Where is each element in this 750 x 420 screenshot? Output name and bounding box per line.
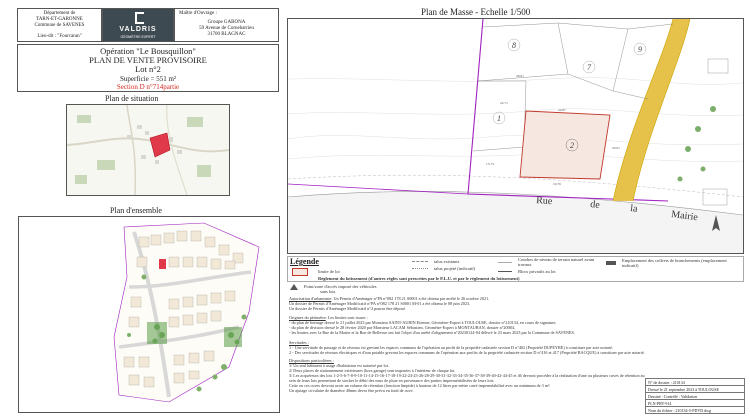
logo-icon bbox=[135, 12, 144, 24]
lot-number: 7 bbox=[587, 63, 591, 72]
cartouche-dossier: N° de dossier : 210134 bbox=[646, 379, 745, 386]
notes-line: - du plan de bornage dressé le 21 juillet 2023 par Monsieur SAINT-AUBIN Etienne, Géomètre-Expert à TOULOUSE, dossier n°210134, en cours de signature, bbox=[289, 320, 557, 325]
dimension: 22.71 bbox=[500, 101, 508, 105]
cartouche-dessine: Dessiné : Contrôlé : Validation bbox=[646, 393, 745, 400]
legend-item: talus existants bbox=[434, 259, 460, 264]
legend-line-talus-projete bbox=[412, 268, 428, 269]
notes-line: 2 - Des servitudes de réseaux électriques et d'eau potable grevant les espaces communs de l'opération aux profits de la propriété cadastrée section D n°416 et 417 (Propriété BACQUE) à constituer par acte notarié. bbox=[289, 350, 645, 355]
cartouche-dresse: Dressé le 21 septembre 2023 à TOULOUSE bbox=[646, 386, 745, 393]
situation-label: Plan de situation bbox=[105, 94, 159, 103]
dimension: 29.01 bbox=[612, 146, 620, 150]
legend-item: Règlement du lotissement (d'autres règles sont prescrites par le P.L.U. et par le règlement du lotissement) bbox=[318, 276, 520, 281]
notes-autorisation bbox=[289, 296, 739, 311]
notes-line: : Un Permis d'Aménager n°PA n°082 178 21 S0001 a été obtenu par arrêté le 26 octobre 2021. bbox=[331, 296, 490, 301]
superficie: Superficie = 551 m² bbox=[119, 75, 176, 83]
notes-servitudes bbox=[289, 340, 744, 355]
ensemble-label: Plan d'ensemble bbox=[110, 206, 162, 215]
situation-map-svg bbox=[67, 105, 229, 195]
cartouche-version: PLN-PRV-914 bbox=[646, 400, 745, 407]
maitre-line: 59 Avenue de Cornebarrieu bbox=[199, 26, 254, 31]
lot-number: 9 bbox=[638, 45, 642, 54]
masse-map bbox=[287, 18, 744, 254]
notes-heading: Autorisation d'urbanisme bbox=[289, 296, 332, 301]
notes-line: 3/ Les acquéreurs des lots 1-2-5-6-7-8-9-10-11-14-15-16-17-18-19-22-24-25-26-28-29-30-31-32-33-34-35-36-37-38-39-40-42-44-45 et 46 devront procéder à la réalisation d'une ou plusieurs cuves de rétention au bbox=[289, 373, 645, 378]
ensemble-map-svg bbox=[19, 217, 279, 412]
header-dept-box bbox=[17, 8, 102, 42]
section-ref: Section D n°714partie bbox=[116, 83, 180, 91]
legend-item: Courbes de niveau de terrain naturel avant travaux bbox=[518, 257, 595, 267]
legend-box bbox=[287, 256, 744, 282]
legend-item: Blocs privatifs au lot bbox=[518, 269, 556, 274]
legend-line-talus bbox=[412, 261, 428, 262]
notes-line: Cette ou ces cuves devront avoir un volume de rétention (fonction limpide) à hauteur de 12 litres par mètre carré imperméabilisé avec un minimum de 3 m². bbox=[289, 383, 551, 388]
notes-line: Un dossier de Permis d'Aménager Modificatif n°2 pourra être déposé. bbox=[289, 306, 407, 311]
header-maitre-box bbox=[174, 8, 279, 42]
lot-2-parcel bbox=[520, 111, 610, 179]
masse-map-svg bbox=[288, 19, 743, 253]
cartouche-fichier: Nom du fichier : 210134-5-PDVD.dwg bbox=[646, 407, 745, 414]
operation-title: Opération "Le Bousquillon" bbox=[100, 46, 196, 56]
plan-title: PLAN DE VENTE PROVISOIRE bbox=[89, 55, 207, 65]
legend-swatch-lot bbox=[292, 268, 308, 276]
dimension: 24.87 bbox=[558, 108, 566, 112]
legend-access-icon bbox=[290, 284, 298, 290]
legend-line-blocs bbox=[498, 271, 512, 272]
notes-line: Un ajutage circulaire de diamètre 40mm devra être prévu en fond de cuve. bbox=[289, 388, 414, 393]
dept-line: Département de bbox=[43, 11, 76, 16]
legend-coffret-icon bbox=[606, 261, 616, 265]
road-name-word: de bbox=[589, 199, 601, 211]
lieu-dit: Lieu-dit : "Fourcaran" bbox=[37, 34, 82, 39]
dimension: 15.73 bbox=[486, 162, 494, 166]
legend-item: talus projeté (indicatif) bbox=[434, 266, 476, 271]
notes-line: 1 - Une servitude de passage et de réseaux est grevant les espaces communs de l'opération au profit de la propriété cadastrée section D n°402 (Propriété DUPEYRE) à constituer par acte notarié. bbox=[289, 345, 614, 350]
maitre-label: Maître d'Ouvrage : bbox=[179, 11, 217, 16]
notes-line: 1/ Un seul bâtiment à usage d'habitation est autorisé par lot. bbox=[289, 363, 389, 368]
logo-subtext: GÉOMÈTRE EXPERT bbox=[120, 35, 156, 39]
notes-line: - du plan de division dressé le 28 février 2020 par Monsieur LACAM Sébastien, Géomètre-Expert à MONTAUBAN, dossier n°20084, bbox=[289, 325, 515, 330]
notes-line: : Les limites sont issues : bbox=[325, 315, 368, 320]
dept-line: Commune de SAVENES bbox=[34, 23, 85, 28]
lot-number: 2 bbox=[570, 141, 574, 150]
legend-line-courbes bbox=[498, 262, 512, 263]
legend-title: Légende bbox=[290, 257, 319, 266]
legend-item: sans lots bbox=[320, 289, 336, 294]
notes-heading: Dispositions particulières : bbox=[289, 358, 334, 363]
maitre-line: Groupe GABONA bbox=[207, 20, 246, 25]
dept-line: TARN-ET-GARONNE bbox=[36, 17, 83, 22]
notes-line: - les limites avec la Rue de la Mairie et la Rue de Bellevue ont fait l'objet d'un arrêté d'alignement n°20230124-04 délivré le 23 mars 2023 par la Commune de SAVENES. bbox=[289, 330, 575, 335]
maitre-line: 31700 BLAGNAC bbox=[207, 32, 246, 37]
notes-line: Un dossier de Permis d'Aménager Modificatif n°PA n°082 178 21 S0001 M-01 a été obtenu le 08 juin 2023. bbox=[289, 301, 471, 306]
ensemble-map bbox=[18, 216, 280, 413]
situation-map bbox=[66, 104, 230, 196]
cartouche bbox=[645, 378, 745, 414]
road-name-word: la bbox=[629, 203, 639, 215]
notes-heading: Origines du périmètre bbox=[289, 315, 326, 320]
road-name-word: Rue bbox=[535, 195, 553, 208]
dimension: 28.91 bbox=[516, 74, 524, 78]
legend-item: limite de lot bbox=[318, 269, 340, 274]
notes-line: 2/ Deux places de stationnement extérieures (hors garage) sont imposées à l'intérieur de chaque lot. bbox=[289, 368, 456, 373]
legend-item: Point/zone d'accès imposé des véhicules bbox=[304, 284, 377, 289]
notes-origines bbox=[289, 315, 744, 335]
notes-line: sein de leurs lots permettant de stocker le débit des eaux de pluie en provenance des parties imperméabilisées de leurs lots. bbox=[289, 378, 495, 383]
masse-label: Plan de Masse - Echelle 1/500 bbox=[421, 7, 531, 17]
dimension: 19.76 bbox=[553, 182, 561, 186]
notes-heading: Servitudes : bbox=[289, 340, 309, 345]
title-box bbox=[17, 44, 279, 92]
lot-number: 8 bbox=[512, 41, 516, 50]
legend-item: Emplacement des coffrets de branchements (emplacement indicatif) bbox=[622, 258, 727, 268]
lot-title: Lot n°2 bbox=[135, 64, 161, 74]
header-logo-box bbox=[102, 8, 174, 42]
road-name-word: Mairie bbox=[670, 209, 699, 224]
logo-text: VALDRIS bbox=[119, 26, 157, 33]
lot-number: 1 bbox=[497, 114, 501, 123]
